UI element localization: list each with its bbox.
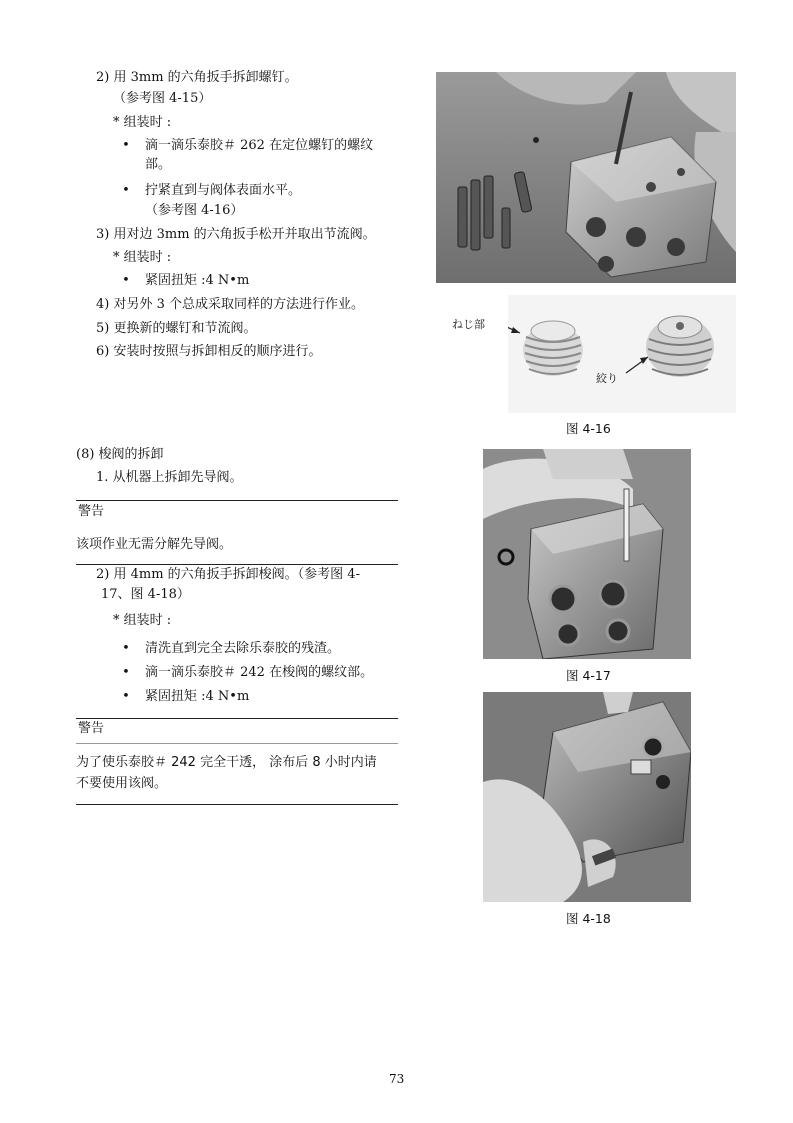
warning-text-continued: 不要使用该阀。 bbox=[76, 776, 168, 791]
step-2-reference: （参考图 4-15） bbox=[113, 91, 212, 106]
orifice-label: 絞り bbox=[596, 372, 618, 385]
bullet-marker: • bbox=[122, 665, 130, 680]
bullet-text: 清洗直到完全去除乐泰胶的残渣。 bbox=[145, 641, 341, 656]
thread-label: ねじ部 bbox=[452, 318, 485, 331]
bullet-reference: （参考图 4-16） bbox=[145, 203, 244, 218]
step-6-line: 6) 安装时按照与拆卸相反的顺序进行。 bbox=[96, 344, 322, 359]
assembly-label: * 组装时 : bbox=[113, 250, 172, 265]
bullet-text-continued: 部。 bbox=[145, 157, 172, 172]
warning-bottom-rule bbox=[76, 564, 398, 565]
step-2-line: 2) 用 3mm 的六角扳手拆卸螺钉。 bbox=[96, 70, 298, 85]
fig-4-18-caption: 图 4-18 bbox=[566, 911, 611, 926]
fig-4-16-photo bbox=[508, 295, 736, 413]
bullet-text: 滴一滴乐泰胶＃ 242 在梭阀的螺纹部。 bbox=[145, 665, 374, 680]
warning-title: 警告 bbox=[78, 504, 105, 519]
warning-top-rule bbox=[76, 718, 398, 719]
assembly-label: * 组装时 : bbox=[113, 613, 172, 628]
step-4-line: 4) 对另外 3 个总成采取同样的方法进行作业。 bbox=[96, 297, 365, 312]
fig-4-18-photo bbox=[483, 692, 691, 902]
assembly-label: * 组装时 : bbox=[113, 115, 172, 130]
fig-4-17-caption: 图 4-17 bbox=[566, 668, 611, 683]
bullet-marker: • bbox=[122, 183, 130, 198]
warning-top-rule bbox=[76, 500, 398, 501]
bullet-marker: • bbox=[122, 689, 130, 704]
fig-4-17-photo bbox=[483, 449, 691, 659]
step-5-line: 5) 更换新的螺钉和节流阀。 bbox=[96, 321, 257, 336]
bullet-marker: • bbox=[122, 273, 130, 288]
step-1-line: 1. 从机器上拆卸先导阀。 bbox=[96, 470, 243, 485]
bullet-text: 紧固扭矩 :4 N•m bbox=[145, 689, 250, 704]
page-number: 73 bbox=[389, 1072, 405, 1086]
bullet-marker: • bbox=[122, 641, 130, 656]
fig-4-16-caption: 图 4-16 bbox=[566, 421, 611, 436]
bullet-text: 紧固扭矩 :4 N•m bbox=[145, 273, 250, 288]
bullet-marker: • bbox=[122, 138, 130, 153]
bullet-text: 滴一滴乐泰胶＃ 262 在定位螺钉的螺纹 bbox=[145, 138, 374, 153]
step-2-line: 2) 用 4mm 的六角扳手拆卸梭阀。（参考图 4- bbox=[96, 567, 360, 582]
warning-text: 为了使乐泰胶＃ 242 完全干透， 涂布后 8 小时内请 bbox=[76, 755, 377, 770]
warning-title: 警告 bbox=[78, 721, 105, 736]
step-2-line-continued: 17、图 4-18） bbox=[101, 587, 190, 602]
fig-4-15-photo bbox=[436, 72, 736, 283]
warning-separator bbox=[76, 743, 398, 744]
section-heading: (8) 梭阀的拆卸 bbox=[76, 447, 164, 462]
bullet-text: 拧紧直到与阀体表面水平。 bbox=[145, 183, 302, 198]
step-3-line: 3) 用对边 3mm 的六角扳手松开并取出节流阀。 bbox=[96, 227, 376, 242]
warning-text: 该项作业无需分解先导阀。 bbox=[76, 537, 233, 552]
warning-bottom-rule bbox=[76, 804, 398, 805]
